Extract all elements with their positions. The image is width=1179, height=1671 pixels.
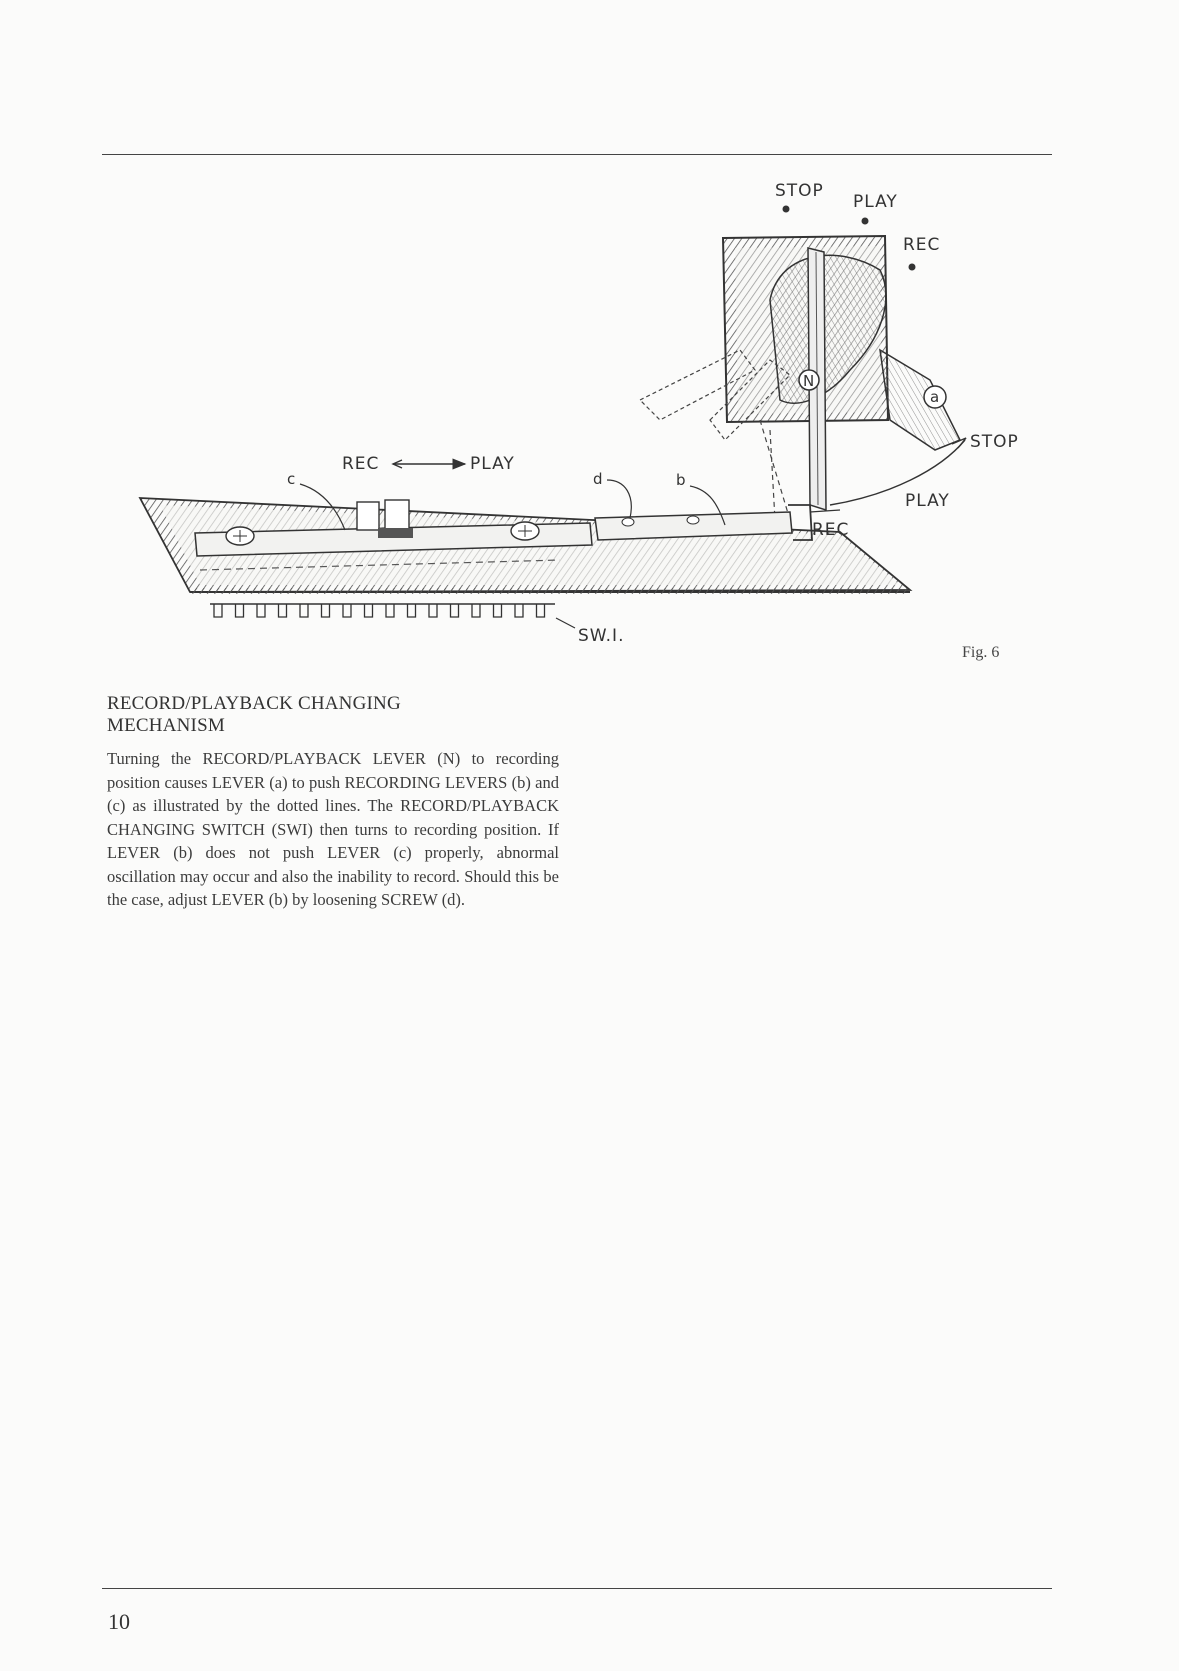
switch-terminal <box>365 604 373 617</box>
switch-terminal <box>214 604 222 617</box>
label-play-left: PLAY <box>470 454 515 474</box>
label-rec-left: REC <box>342 454 380 474</box>
switch-terminal <box>257 604 265 617</box>
label-rec-top: REC <box>903 235 941 255</box>
label-rec-lower: REC <box>812 520 850 540</box>
section-body: Turning the RECORD/PLAYBACK LEVER (N) to recording position causes LEVER (a) to push RECORDING LEVERS (b) and (c) as illustrated by the dotted lines. The RECORD/PLAYBACK CHANGING SWITCH (SWI) then turns to recording position. If LEVER (b) does not push LEVER (c) properly, abnormal oscillation may occur and also the inability to record. Should this be the case, adjust LEVER (b) by loosening SCREW (d). <box>107 749 559 909</box>
label-c: c <box>287 470 296 488</box>
switch-terminal <box>236 604 244 617</box>
switch-terminal <box>408 604 416 617</box>
figure-caption: Fig. 6 <box>962 644 1000 661</box>
mechanism-illustration <box>0 0 1179 700</box>
switch-terminal <box>343 604 351 617</box>
label-play-top: PLAY <box>853 192 898 212</box>
switch-terminal <box>537 604 545 617</box>
rec-dot <box>909 264 916 271</box>
switch-terminal <box>451 604 459 617</box>
label-stop-right: STOP <box>970 432 1019 452</box>
play-dot <box>862 218 869 225</box>
label-play-right: PLAY <box>905 491 950 511</box>
switch-terminal <box>386 604 394 617</box>
svg-text:a: a <box>930 388 940 406</box>
bottom-rule <box>102 1588 1052 1589</box>
switch-terminal <box>472 604 480 617</box>
heading-line-1: RECORD/PLAYBACK CHANGING <box>107 693 401 714</box>
switch-terminal <box>279 604 287 617</box>
switch-terminal <box>300 604 308 617</box>
heading-line-2: MECHANISM <box>107 715 225 736</box>
switch-terminal <box>429 604 437 617</box>
switch-terminal <box>494 604 502 617</box>
label-stop-top: STOP <box>775 181 824 201</box>
stop-dot <box>783 206 790 213</box>
switch-terminal <box>322 604 330 617</box>
switch-terminals <box>210 604 555 617</box>
label-sw: SW.I. <box>578 626 625 646</box>
switch-terminal <box>515 604 523 617</box>
label-d: d <box>593 470 603 488</box>
label-b: b <box>676 471 686 489</box>
page-number: 10 <box>108 1609 130 1634</box>
section-heading <box>107 693 567 737</box>
svg-text:N: N <box>803 372 815 390</box>
